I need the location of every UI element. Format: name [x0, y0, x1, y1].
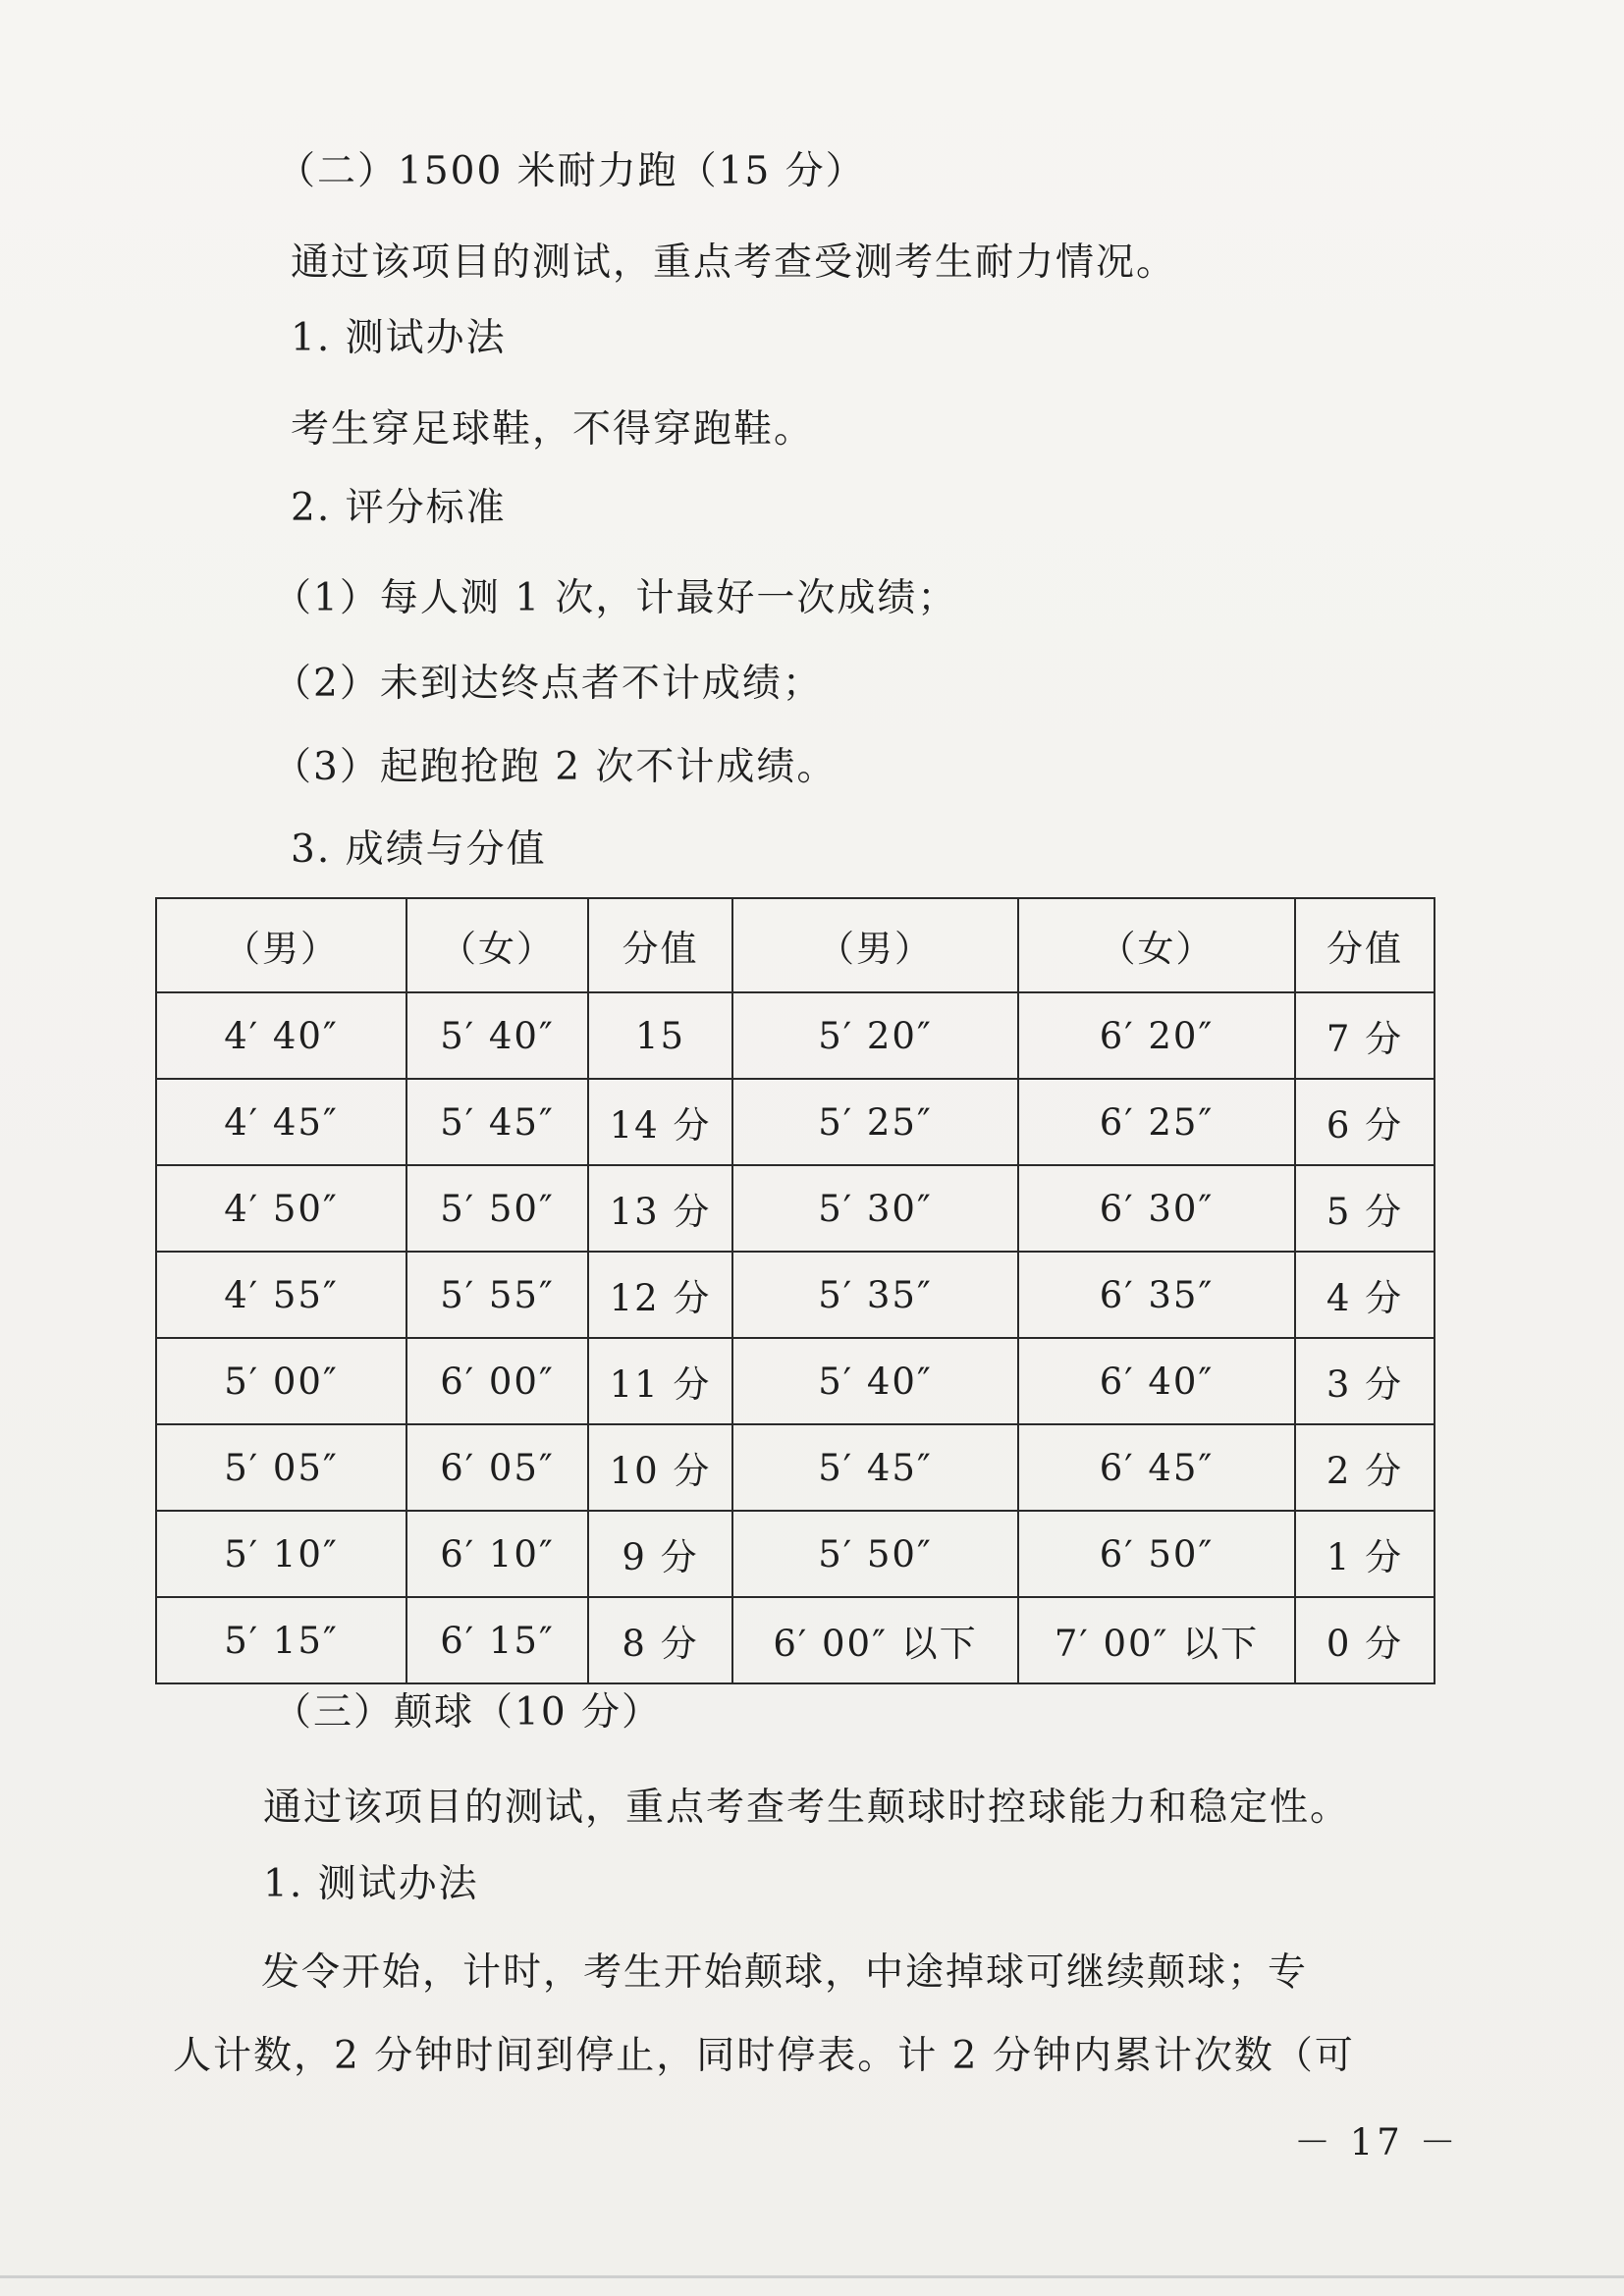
table-cell: 6′ 35″: [1018, 1252, 1295, 1338]
table-cell: 4′ 40″: [156, 992, 406, 1079]
table-cell: 6′ 30″: [1018, 1165, 1295, 1252]
table-cell: 4′ 45″: [156, 1079, 406, 1165]
table-cell: 4 分: [1295, 1252, 1435, 1338]
table-cell: 6′ 05″: [406, 1424, 588, 1511]
table-cell: 11 分: [588, 1338, 732, 1424]
table-cell: 5′ 20″: [732, 992, 1018, 1079]
table-cell: 6′ 40″: [1018, 1338, 1295, 1424]
method-text-juggling-line1: 发令开始，计时，考生开始颠球，中途掉球可继续颠球；专: [261, 1950, 1309, 1995]
table-cell: 5′ 05″: [156, 1424, 406, 1511]
table-cell: 5′ 50″: [406, 1165, 588, 1252]
table-cell: 5′ 10″: [156, 1511, 406, 1597]
table-cell: 5′ 15″: [156, 1597, 406, 1683]
method-text-1500m: 考生穿足球鞋，不得穿跑鞋。: [291, 407, 815, 452]
table-cell: 14 分: [588, 1079, 732, 1165]
section-heading-1500m: （二）1500 米耐力跑（15 分）: [277, 149, 866, 193]
table-row: [156, 1165, 1435, 1252]
header-female-1: （女）: [406, 898, 588, 992]
table-cell: 5′ 35″: [732, 1252, 1018, 1338]
table-row: [156, 1338, 1435, 1424]
table-cell: 5′ 45″: [732, 1424, 1018, 1511]
table-row: [156, 1079, 1435, 1165]
scores-heading-1500m: 3. 成绩与分值: [291, 828, 547, 872]
table-cell: 5′ 30″: [732, 1165, 1018, 1252]
table-cell: 10 分: [588, 1424, 732, 1511]
section-intro-juggling: 通过该项目的测试，重点考查考生颠球时控球能力和稳定性。: [263, 1786, 1351, 1830]
criteria-item-1: （1）每人测 1 次，计最好一次成绩；: [273, 576, 958, 620]
table-row: [156, 1424, 1435, 1511]
table-cell: 6 分: [1295, 1079, 1435, 1165]
method-text-juggling-line2: 人计数，2 分钟时间到停止，同时停表。计 2 分钟内累计次数（可: [173, 2034, 1355, 2078]
table-cell: 6′ 50″: [1018, 1511, 1295, 1597]
table-cell: 6′ 20″: [1018, 992, 1295, 1079]
table-cell: 5′ 55″: [406, 1252, 588, 1338]
section-heading-juggling: （三）颠球（10 分）: [273, 1690, 663, 1735]
header-male-1: （男）: [156, 898, 406, 992]
table-cell: 4′ 55″: [156, 1252, 406, 1338]
header-female-2: （女）: [1018, 898, 1295, 992]
header-score-2: 分值: [1295, 898, 1435, 992]
table-row: [156, 1597, 1435, 1683]
table-cell: 6′ 45″: [1018, 1424, 1295, 1511]
table-row: [156, 1511, 1435, 1597]
method-heading-1500m: 1. 测试办法: [291, 316, 507, 360]
table-cell: 1 分: [1295, 1511, 1435, 1597]
table-cell: 5′ 40″: [406, 992, 588, 1079]
criteria-item-2: （2）未到达终点者不计成绩；: [273, 662, 823, 706]
criteria-heading-1500m: 2. 评分标准: [291, 486, 507, 530]
table-cell: 7′ 00″ 以下: [1018, 1597, 1295, 1683]
table-cell: 12 分: [588, 1252, 732, 1338]
table-cell: 2 分: [1295, 1424, 1435, 1511]
table-row: [156, 1252, 1435, 1338]
page-number: － 17 －: [1294, 2121, 1460, 2163]
table-cell: 7 分: [1295, 992, 1435, 1079]
header-male-2: （男）: [732, 898, 1018, 992]
table-cell: 8 分: [588, 1597, 732, 1683]
table-cell: 6′ 00″ 以下: [732, 1597, 1018, 1683]
score-table-header-row: [156, 898, 1435, 992]
table-cell: 5′ 45″: [406, 1079, 588, 1165]
table-cell: 6′ 25″: [1018, 1079, 1295, 1165]
method-heading-juggling: 1. 测试办法: [263, 1862, 479, 1906]
table-cell: 9 分: [588, 1511, 732, 1597]
table-cell: 5′ 40″: [732, 1338, 1018, 1424]
table-row: [156, 992, 1435, 1079]
table-cell: 5′ 25″: [732, 1079, 1018, 1165]
table-cell: 5 分: [1295, 1165, 1435, 1252]
table-cell: 5′ 00″: [156, 1338, 406, 1424]
table-cell: 6′ 00″: [406, 1338, 588, 1424]
table-cell: 4′ 50″: [156, 1165, 406, 1252]
scan-edge-divider: [0, 2275, 1624, 2278]
table-cell: 0 分: [1295, 1597, 1435, 1683]
table-cell: 15: [588, 992, 732, 1079]
section-intro-1500m: 通过该项目的测试，重点考查受测考生耐力情况。: [291, 240, 1177, 285]
table-cell: 5′ 50″: [732, 1511, 1018, 1597]
table-cell: 13 分: [588, 1165, 732, 1252]
table-cell: 3 分: [1295, 1338, 1435, 1424]
score-table: [155, 897, 1435, 1684]
criteria-item-3: （3）起跑抢跑 2 次不计成绩。: [273, 745, 838, 789]
header-score-1: 分值: [588, 898, 732, 992]
table-cell: 6′ 15″: [406, 1597, 588, 1683]
table-cell: 6′ 10″: [406, 1511, 588, 1597]
